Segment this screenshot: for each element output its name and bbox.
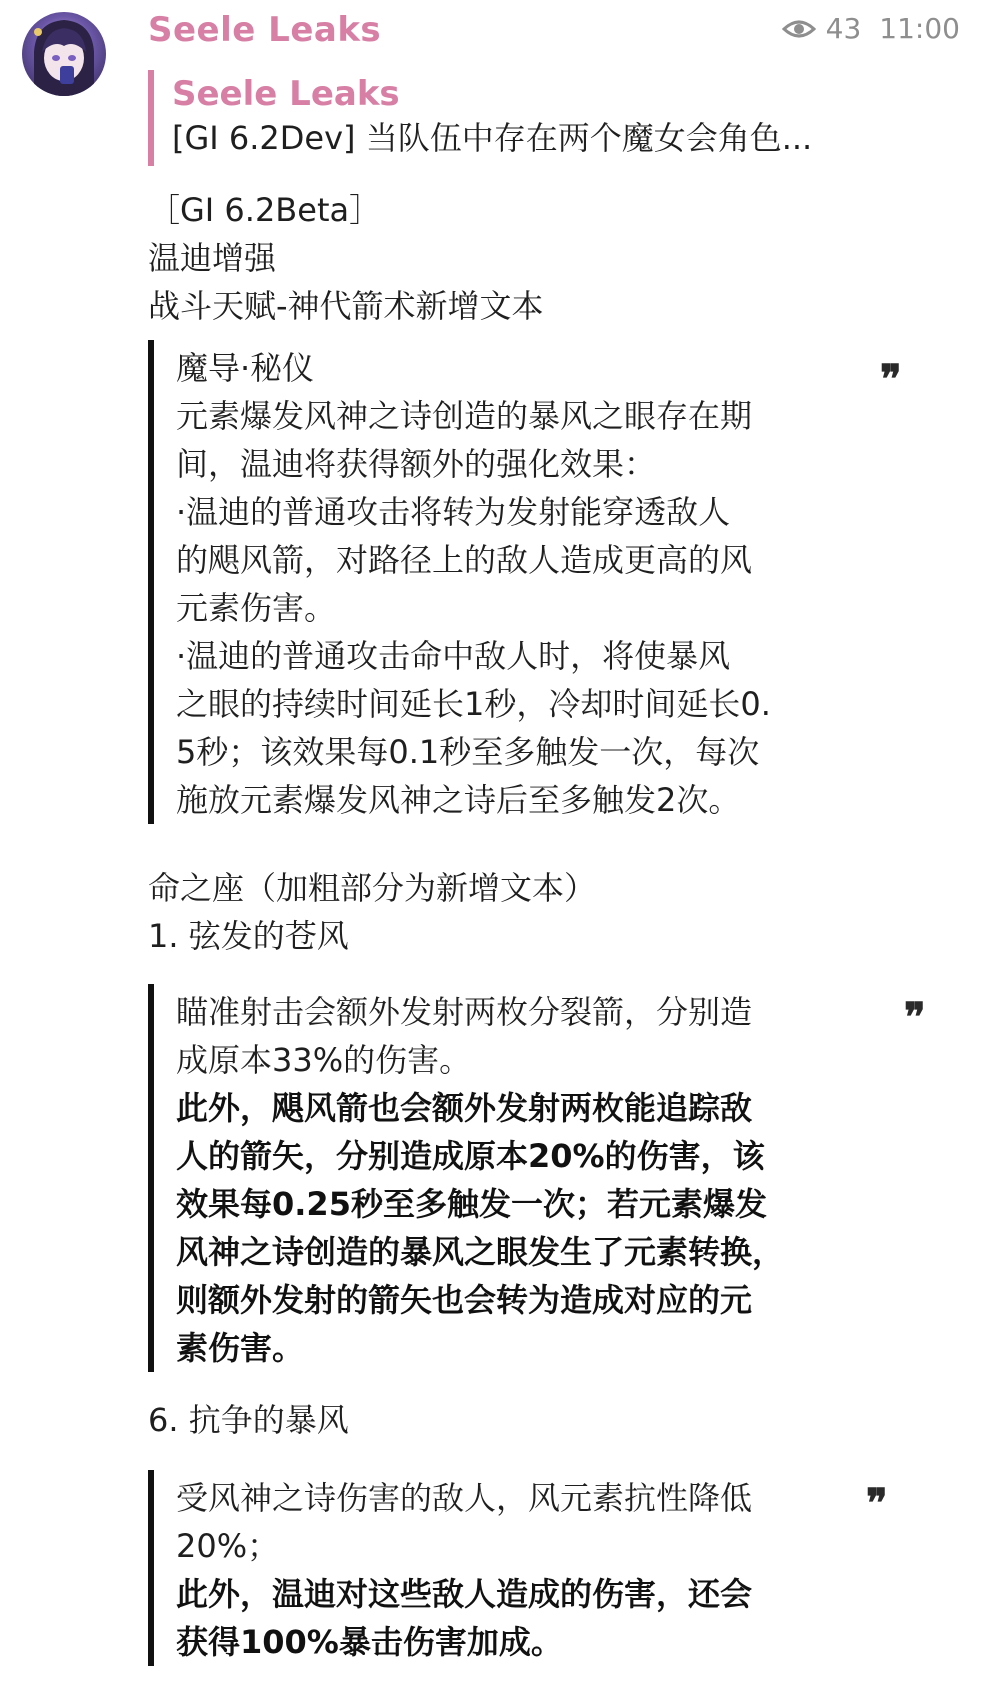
intro-line: 温迪增强 bbox=[148, 239, 277, 277]
reply-text: [GI 6.2Dev] 当队伍中存在两个魔女会角色... bbox=[172, 119, 813, 157]
quote-line-bold: 人的箭矢，分别造成原本20%的伤害，该 bbox=[176, 1137, 765, 1175]
blockquote-talent bbox=[148, 340, 928, 824]
channel-avatar[interactable] bbox=[22, 12, 106, 96]
blockquote-constellation-1 bbox=[148, 984, 928, 1372]
quote-line-bold: 此外，飓风箭也会额外发射两枚能追踪敌 bbox=[176, 1089, 753, 1127]
intro-line: 战斗天赋-神代箭术新增文本 bbox=[148, 287, 544, 325]
sender-name[interactable]: Seele Leaks bbox=[148, 10, 382, 50]
quote-line: 元素伤害。 bbox=[176, 589, 337, 627]
quote-mark-icon: ❞ bbox=[866, 1480, 888, 1527]
quote-line: 施放元素爆发风神之诗后至多触发2次。 bbox=[176, 781, 741, 819]
constellation-1-title: 1. 弦发的苍风 bbox=[148, 917, 349, 955]
quote-line: 20%； bbox=[176, 1527, 280, 1565]
quote-mark-icon: ❞ bbox=[880, 356, 902, 403]
quote-line-bold: 获得100%暴击伤害加成。 bbox=[176, 1623, 563, 1661]
constellation-header: 命之座（加粗部分为新增文本） bbox=[148, 869, 597, 907]
quote-line: 瞄准射击会额外发射两枚分裂箭，分别造 bbox=[176, 993, 753, 1031]
avatar-illustration bbox=[22, 12, 106, 96]
eye-icon bbox=[782, 18, 816, 40]
quote-line: ·温迪的普通攻击命中敌人时，将使暴风 bbox=[176, 637, 731, 675]
quote-mark-icon: ❞ bbox=[904, 994, 926, 1041]
quote-line: 间，温迪将获得额外的强化效果： bbox=[176, 445, 657, 483]
view-count: 43 bbox=[825, 12, 862, 45]
quote-line: 元素爆发风神之诗创造的暴风之眼存在期 bbox=[176, 397, 753, 435]
quote-line-bold: 效果每0.25秒至多触发一次；若元素爆发 bbox=[176, 1185, 767, 1223]
quote-line: ·温迪的普通攻击将转为发射能穿透敌人 bbox=[176, 493, 731, 531]
intro-line: ［GI 6.2Beta］ bbox=[148, 191, 382, 229]
reply-sender: Seele Leaks bbox=[172, 74, 400, 114]
quote-line-bold: 则额外发射的箭矢也会转为造成对应的元 bbox=[176, 1281, 753, 1319]
reply-preview[interactable] bbox=[148, 70, 908, 166]
quote-line: 之眼的持续时间延长1秒，冷却时间延长0. bbox=[176, 685, 771, 723]
quote-line: 魔导·秘仪 bbox=[176, 349, 315, 387]
quote-line-bold: 素伤害。 bbox=[176, 1329, 305, 1367]
message-time: 11:00 bbox=[879, 12, 960, 45]
quote-line: 受风神之诗伤害的敌人，风元素抗性降低 bbox=[176, 1479, 753, 1517]
quote-line: 5秒；该效果每0.1秒至多触发一次，每次 bbox=[176, 733, 760, 771]
quote-line-bold: 此外，温迪对这些敌人造成的伤害，还会 bbox=[176, 1575, 753, 1613]
quote-line-bold: 风神之诗创造的暴风之眼发生了元素转换， bbox=[176, 1233, 785, 1271]
quote-line: 的飓风箭，对路径上的敌人造成更高的风 bbox=[176, 541, 753, 579]
message-meta bbox=[782, 12, 960, 45]
quote-line: 成原本33%的伤害。 bbox=[176, 1041, 472, 1079]
constellation-6-title: 6. 抗争的暴风 bbox=[148, 1401, 349, 1439]
blockquote-constellation-6 bbox=[148, 1470, 928, 1666]
